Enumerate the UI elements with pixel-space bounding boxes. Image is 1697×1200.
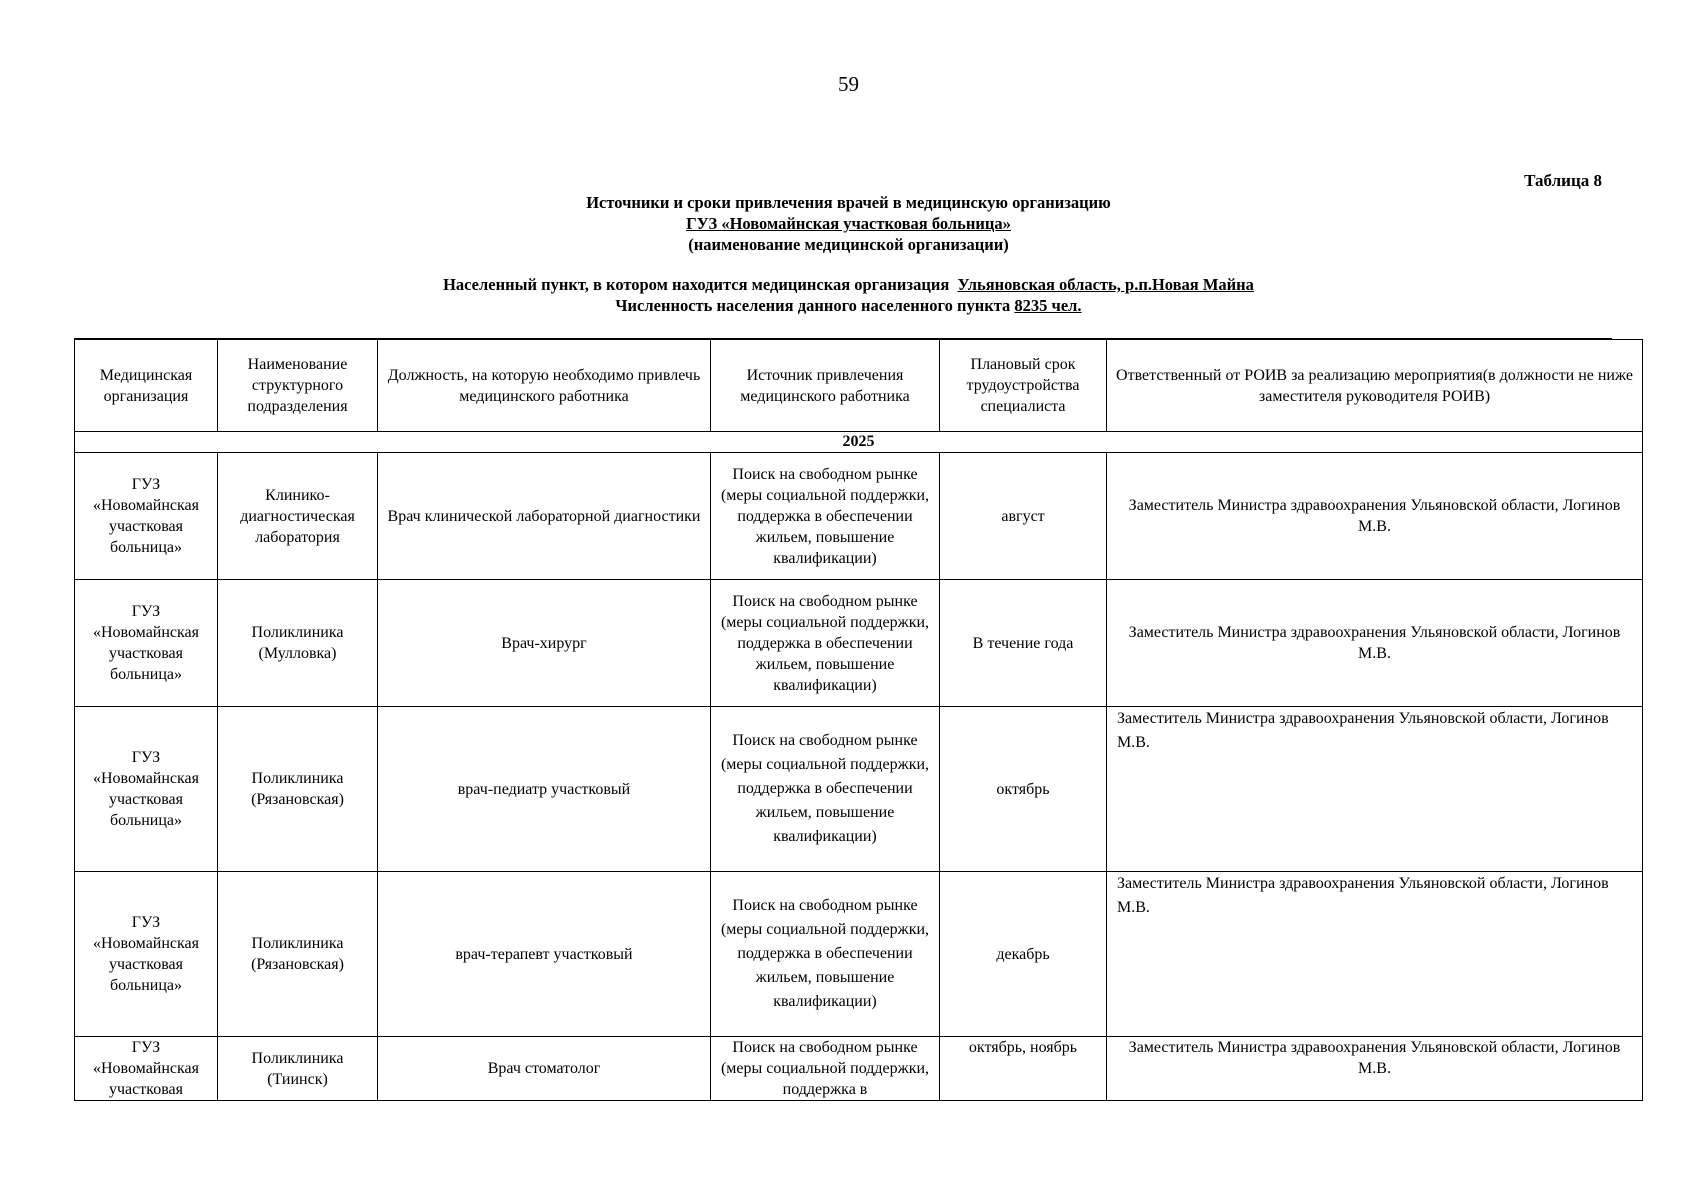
cell-responsible: Заместитель Министра здравоохранения Ульяновской области, Логинов М.В. bbox=[1107, 453, 1643, 580]
cell-term: октябрь, ноябрь bbox=[940, 1037, 1107, 1101]
header-source: Источник привлечения медицинского работника bbox=[711, 340, 940, 432]
cell-position: Врач стоматолог bbox=[378, 1037, 711, 1101]
cell-unit: Поликлиника (Тиинск) bbox=[218, 1037, 378, 1101]
table-row bbox=[75, 707, 1643, 872]
cell-position: Врач клинической лабораторной диагностики bbox=[378, 453, 711, 580]
organization-caption: (наименование медицинской организации) bbox=[688, 235, 1009, 254]
cell-source: Поиск на свободном рынке (меры социальной поддержки, поддержка в обеспечении жильем, повышение квалификации) bbox=[711, 872, 940, 1037]
table-header-row bbox=[75, 340, 1643, 432]
cell-source: Поиск на свободном рынке (меры социальной поддержки, поддержка в bbox=[711, 1037, 940, 1101]
document-heading bbox=[0, 192, 1697, 316]
cell-term: октябрь bbox=[940, 707, 1107, 872]
recruitment-table bbox=[74, 339, 1643, 1101]
year-cell: 2025 bbox=[75, 432, 1643, 453]
cell-org: ГУЗ «Новомайнская участковая больница» bbox=[75, 453, 218, 580]
header-responsible: Ответственный от РОИВ за реализацию мероприятия(в должности не ниже заместителя руководителя РОИВ) bbox=[1107, 340, 1643, 432]
cell-term: В течение года bbox=[940, 580, 1107, 707]
table-row bbox=[75, 872, 1643, 1037]
cell-position: Врач-хирург bbox=[378, 580, 711, 707]
cell-org: ГУЗ «Новомайнская участковая больница» bbox=[75, 872, 218, 1037]
organization-name: ГУЗ «Новомайнская участковая больница» bbox=[686, 214, 1011, 233]
cell-unit: Клинико-диагностическая лаборатория bbox=[218, 453, 378, 580]
cell-responsible: Заместитель Министра здравоохранения Ульяновской области, Логинов М.В. bbox=[1107, 707, 1643, 872]
table-row bbox=[75, 1037, 1643, 1101]
year-row bbox=[75, 432, 1643, 453]
cell-responsible: Заместитель Министра здравоохранения Ульяновской области, Логинов М.В. bbox=[1107, 872, 1643, 1037]
header-org: Медицинская организация bbox=[75, 340, 218, 432]
locality-value: Ульяновская область, р.п.Новая Майна bbox=[957, 275, 1254, 294]
cell-org: ГУЗ «Новомайнская участковая больница» bbox=[75, 580, 218, 707]
header-term: Плановый срок трудоустройства специалиста bbox=[940, 340, 1107, 432]
cell-position: врач-терапевт участковый bbox=[378, 872, 711, 1037]
cell-unit: Поликлиника (Рязановская) bbox=[218, 707, 378, 872]
cell-source: Поиск на свободном рынке (меры социальной поддержки, поддержка в обеспечении жильем, повышение квалификации) bbox=[711, 453, 940, 580]
cell-org: ГУЗ «Новомайнская участковая bbox=[75, 1037, 218, 1101]
cell-responsible: Заместитель Министра здравоохранения Ульяновской области, Логинов М.В. bbox=[1107, 1037, 1643, 1101]
population-label: Численность населения данного населенного пункта bbox=[615, 296, 1011, 315]
cell-position: врач-педиатр участковый bbox=[378, 707, 711, 872]
cell-source: Поиск на свободном рынке (меры социальной поддержки, поддержка в обеспечении жильем, повышение квалификации) bbox=[711, 580, 940, 707]
table-row bbox=[75, 453, 1643, 580]
cell-term: август bbox=[940, 453, 1107, 580]
table-row bbox=[75, 580, 1643, 707]
cell-responsible: Заместитель Министра здравоохранения Ульяновской области, Логинов М.В. bbox=[1107, 580, 1643, 707]
cell-term: декабрь bbox=[940, 872, 1107, 1037]
cell-unit: Поликлиника (Рязановская) bbox=[218, 872, 378, 1037]
population-value: 8235 чел. bbox=[1014, 296, 1082, 315]
header-position: Должность, на которую необходимо привлечь медицинского работника bbox=[378, 340, 711, 432]
locality-label: Населенный пункт, в котором находится медицинская организация bbox=[443, 275, 950, 294]
page-number: 59 bbox=[838, 72, 859, 96]
cell-source: Поиск на свободном рынке (меры социальной поддержки, поддержка в обеспечении жильем, повышение квалификации) bbox=[711, 707, 940, 872]
header-unit: Наименование структурного подразделения bbox=[218, 340, 378, 432]
cell-org: ГУЗ «Новомайнская участковая больница» bbox=[75, 707, 218, 872]
heading-title: Источники и сроки привлечения врачей в медицинскую организацию bbox=[586, 193, 1111, 212]
cell-unit: Поликлиника (Мулловка) bbox=[218, 580, 378, 707]
table-label: Таблица 8 bbox=[1524, 171, 1602, 190]
